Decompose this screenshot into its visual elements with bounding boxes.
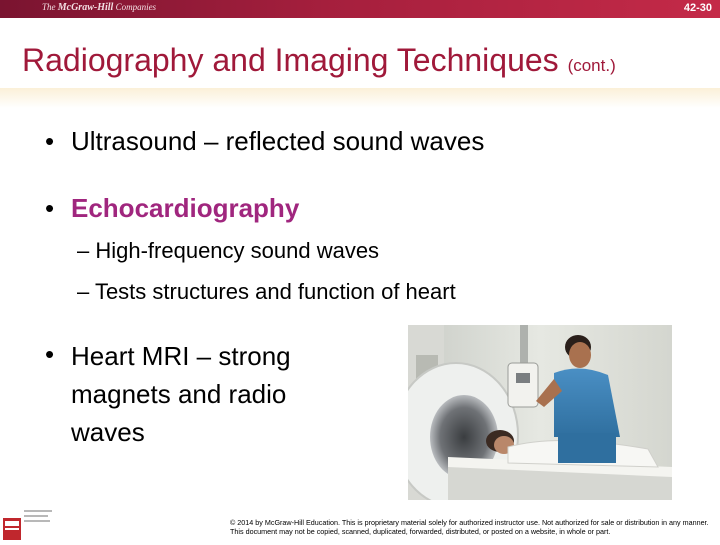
bullet-text: Heart MRI – strong magnets and radio waves [71,341,291,447]
sub-bullet-high-frequency: – High-frequency sound waves [77,238,380,263]
bullet-dot: • [45,339,55,369]
slide-title [22,40,712,86]
company-suffix: Companies [115,2,157,12]
mri-scanner-illustration [408,325,672,500]
connect-learn-succeed-logo [0,504,56,540]
company-name [42,2,156,13]
title-underline-band [0,88,720,108]
bullet-text: Ultrasound – reflected sound waves [71,126,485,156]
sub-bullet-tests-structures: – Tests structures and function of heart [77,279,456,304]
bullet-dot: • [45,126,55,156]
company-brand: McGraw-Hill [57,2,114,13]
copyright-notice: © 2014 by McGraw-Hill Education. This is proprietary material solely for authorized instructor use. Not authorized for sale or distribution in any manner. This document may not be copied, scanned, duplicated, forwarded, distributed, or posted on a website, in whole or part. [230,518,709,536]
company-prefix: The [42,2,56,12]
title-suffix: (cont.) [567,56,616,75]
header-bar [0,0,720,18]
mri-scanner-photo [408,325,672,500]
slide-number: 42-30 [683,2,712,14]
logo-illustration [0,504,56,540]
bullet-dot: • [45,193,55,223]
bullet-text: Echocardiography [71,193,300,223]
title-main: Radiography and Imaging Techniques [22,42,559,78]
